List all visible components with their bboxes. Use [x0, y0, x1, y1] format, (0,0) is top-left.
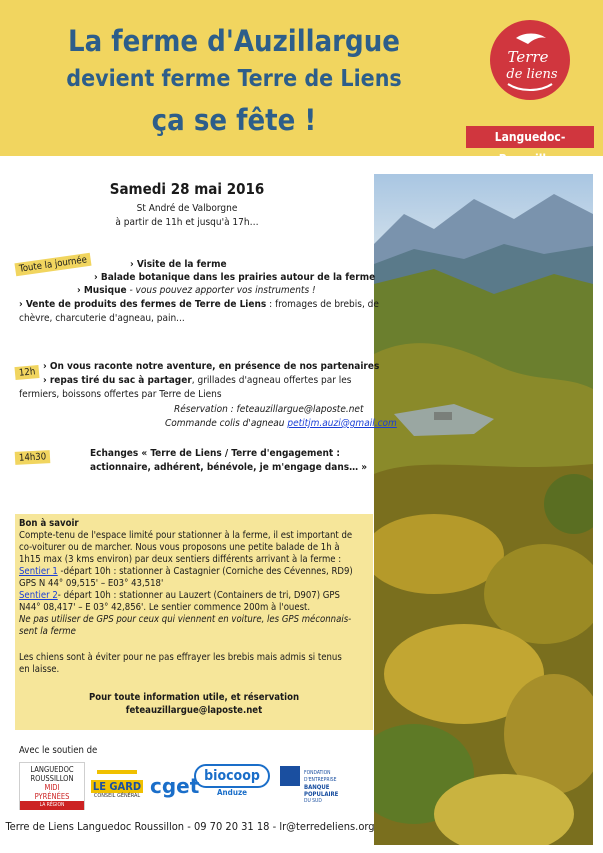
- tag-noon: 12h: [14, 365, 39, 380]
- le-gard-logo: LE GARD CONSEIL GÉNÉRAL: [91, 770, 143, 804]
- order-email-link[interactable]: petitjm.auzi@gmail.com: [287, 418, 397, 429]
- allday-item-2: › Balade botanique dans les prairies autour de la ferme: [94, 272, 376, 283]
- title-line-3: ça se fête !: [151, 103, 317, 137]
- info-contact-email[interactable]: feteauzillargue@laposte.net: [125, 705, 263, 716]
- event-place: St André de Valborgne: [136, 203, 238, 214]
- title-line-1: La ferme d'Auzillargue: [67, 24, 401, 58]
- event-date: Samedi 28 mai 2016: [109, 180, 265, 198]
- info-p3: 1h15 max (3 kms environ) par deux sentiers différents arrivant à la ferme :: [19, 554, 342, 565]
- info-dogs-1: Les chiens sont à éviter pour ne pas effrayer les brebis mais admis si tenus: [19, 652, 342, 663]
- info-s2-gps: N44° 08,417' – E 03° 42,856'. Le sentier commence 200m à l'ouest.: [19, 602, 311, 613]
- order-line: Commande colis d'agneau petitjm.auzi@gmail.com: [165, 418, 397, 429]
- reservation-line: Réservation : feteauzillargue@laposte.net: [174, 404, 364, 415]
- bp-square-icon: [280, 766, 300, 786]
- noon-item-2: › repas tiré du sac à partager, grillades d'agneau offertes par les: [43, 375, 352, 386]
- info-warn-1: Ne pas utiliser de GPS pour ceux qui viennent en voiture, les GPS méconnais-: [19, 614, 352, 625]
- cget-logo: cget: [150, 774, 200, 798]
- banque-populaire-logo: FONDATION D'ENTREPRISE BANQUE POPULAIRE DU SUD: [280, 764, 362, 808]
- support-label: Avec le soutien de: [19, 745, 98, 756]
- info-dogs-2: en laisse.: [19, 664, 60, 675]
- afternoon-line-1: Echanges « Terre de Liens / Terre d'engagement :: [90, 448, 340, 459]
- footer-contact: Terre de Liens Languedoc Roussillon - 09 70 20 31 18 - lr@terredeliens.org: [5, 820, 375, 833]
- allday-item-3: › Musique - vous pouvez apporter vos instruments !: [77, 285, 316, 296]
- allday-item-1: › Visite de la ferme: [130, 259, 227, 270]
- biocoop-logo: biocoop Anduze: [194, 764, 270, 806]
- info-s2: Sentier 2- départ 10h : stationner au Lauzert (Containers de tri, D907) GPS: [19, 590, 340, 601]
- info-heading: Bon à savoir: [19, 518, 79, 529]
- event-time: à partir de 11h et jusqu'à 17h…: [115, 217, 259, 228]
- tag-afternoon: 14h30: [15, 450, 51, 465]
- terre-de-liens-logo: [468, 14, 592, 102]
- info-s1: Sentier 1 -départ 10h : stationner à Castagnier (Corniche des Cévennes, RD9): [19, 566, 353, 577]
- reservation-email[interactable]: feteauzillargue@laposte.net: [236, 404, 364, 415]
- logo-text-2: de liens: [506, 67, 558, 82]
- noon-item-1: › On vous raconte notre aventure, en présence de nos partenaires: [43, 361, 380, 372]
- allday-item-4-cont: chèvre, charcuterie d'agneau, pain...: [19, 313, 185, 324]
- languedoc-roussillon-logo: LANGUEDOC ROUSSILLON MIDI PYRÉNÉES LA RÉGION: [19, 762, 85, 810]
- info-warn-2: sent la ferme: [19, 626, 76, 637]
- logo-text-1: Terre: [507, 48, 549, 66]
- info-p2: co-voiturer ou de marcher. Nous vous proposons une petite balade de 1h à: [19, 542, 340, 553]
- info-s1-gps: GPS N 44° 09,515' – E03° 43,518': [19, 578, 164, 589]
- info-p1: Compte-tenu de l'espace limité pour stationner à la ferme, il est important de: [19, 530, 353, 541]
- info-contact: Pour toute information utile, et réservation: [88, 692, 300, 703]
- allday-item-4: › Vente de produits des fermes de Terre de Liens : fromages de brebis, de: [19, 299, 379, 310]
- afternoon-line-2: actionnaire, adhérent, bénévole, je m'engage dans… »: [90, 462, 368, 473]
- region-label: Languedoc-Roussillon: [466, 126, 594, 148]
- noon-item-2-cont: fermiers, boissons offertes par Terre de Liens: [19, 389, 222, 400]
- landscape-photo: [374, 174, 593, 845]
- title-line-2: devient ferme Terre de Liens: [66, 66, 402, 92]
- tag-all-day: Toute la journée: [14, 253, 91, 276]
